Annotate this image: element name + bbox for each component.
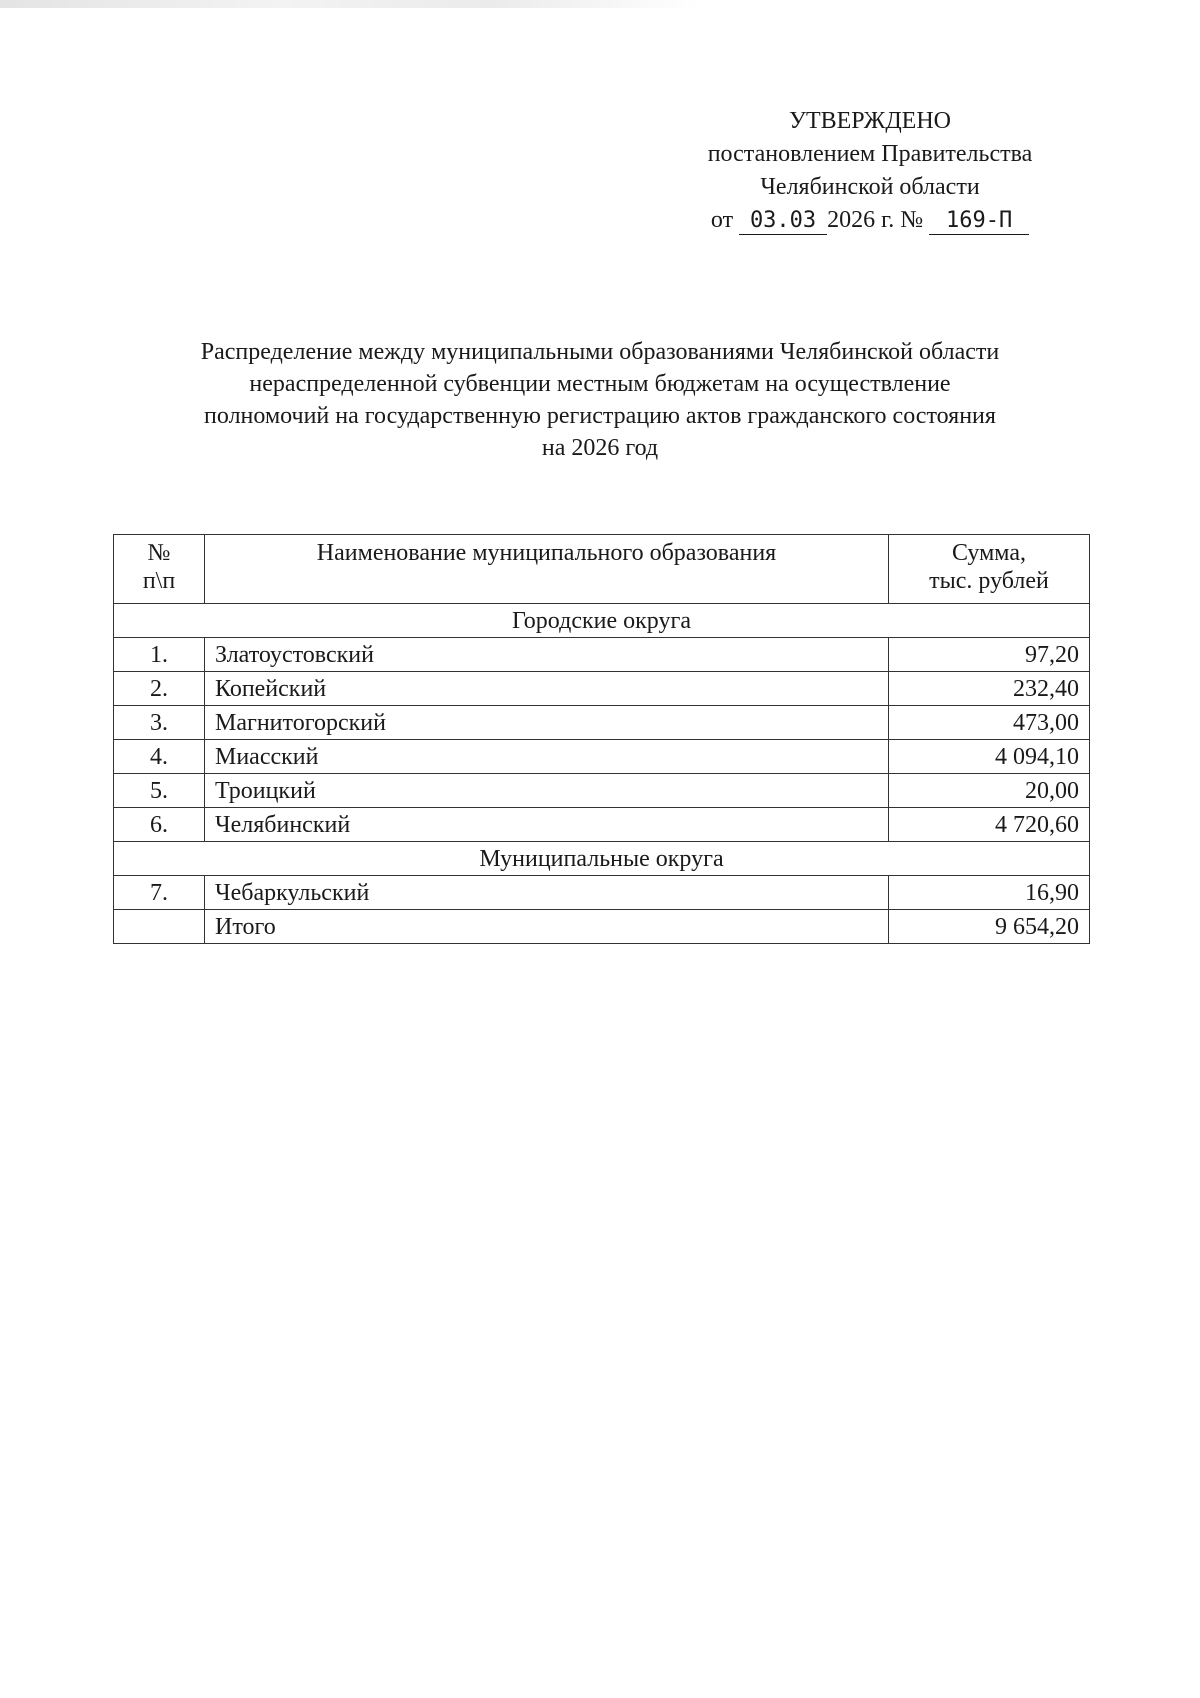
title-line-1: Распределение между муниципальными образованиями Челябинской области [200, 339, 1000, 365]
table-row [114, 672, 1090, 706]
row-name: Троицкий [205, 774, 889, 808]
row-sum: 4 720,60 [889, 808, 1090, 842]
table-row [114, 808, 1090, 842]
title-line-3: полномочий на государственную регистрацию актов гражданского состояния [204, 403, 996, 429]
row-sum: 97,20 [889, 638, 1090, 672]
header-number [114, 535, 205, 604]
row-number: 6. [114, 808, 205, 842]
header-sum-line-1: Сумма, [952, 540, 1026, 566]
row-number: 3. [114, 706, 205, 740]
row-name: Челябинский [205, 808, 889, 842]
approval-region: Челябинской области [760, 174, 980, 200]
row-sum: 20,00 [889, 774, 1090, 808]
row-name: Златоустовский [205, 638, 889, 672]
section-row-city-districts [114, 604, 1090, 638]
header-number-line-2: п\п [142, 568, 176, 594]
row-sum: 4 094,10 [889, 740, 1090, 774]
table-row [114, 876, 1090, 910]
approval-date: 03.03 [739, 208, 827, 235]
row-number: 2. [114, 672, 205, 706]
row-sum: 232,40 [889, 672, 1090, 706]
table-row [114, 740, 1090, 774]
header-sum-line-2: тыс. рублей [929, 568, 1049, 594]
title-line-2: нераспределенной субвенции местным бюджетам на осуществление [249, 371, 951, 397]
approval-date-line [640, 204, 1100, 237]
approval-stamp-block [640, 105, 1100, 237]
row-name: Магнитогорский [205, 706, 889, 740]
row-number: 4. [114, 740, 205, 774]
section-title: Городские округа [114, 604, 1090, 638]
row-number: 1. [114, 638, 205, 672]
row-name: Копейский [205, 672, 889, 706]
total-label: Итого [205, 910, 889, 944]
row-name: Чебаркульский [205, 876, 889, 910]
table-row [114, 706, 1090, 740]
total-sum: 9 654,20 [889, 910, 1090, 944]
scan-edge-artifact [0, 0, 700, 8]
table-row [114, 638, 1090, 672]
distribution-table [113, 534, 1090, 944]
total-number [114, 910, 205, 944]
row-number: 7. [114, 876, 205, 910]
title-line-4: на 2026 год [541, 435, 659, 461]
row-number: 5. [114, 774, 205, 808]
section-title: Муниципальные округа [114, 842, 1090, 876]
header-sum [889, 535, 1090, 604]
row-sum: 16,90 [889, 876, 1090, 910]
section-row-municipal-districts [114, 842, 1090, 876]
table-row [114, 774, 1090, 808]
approval-heading: УТВЕРЖДЕНО [788, 108, 952, 134]
approval-date-prefix: от [710, 207, 734, 233]
header-name: Наименование муниципального образования [205, 535, 889, 604]
header-number-line-1: № [147, 540, 171, 566]
approval-authority: постановлением Правительства [707, 141, 1033, 167]
total-row [114, 910, 1090, 944]
document-title [120, 336, 1080, 464]
approval-number: 169-П [929, 208, 1029, 235]
row-sum: 473,00 [889, 706, 1090, 740]
table-header-row [114, 535, 1090, 604]
row-name: Миасский [205, 740, 889, 774]
approval-year-suffix: 2026 г. № [827, 207, 924, 233]
